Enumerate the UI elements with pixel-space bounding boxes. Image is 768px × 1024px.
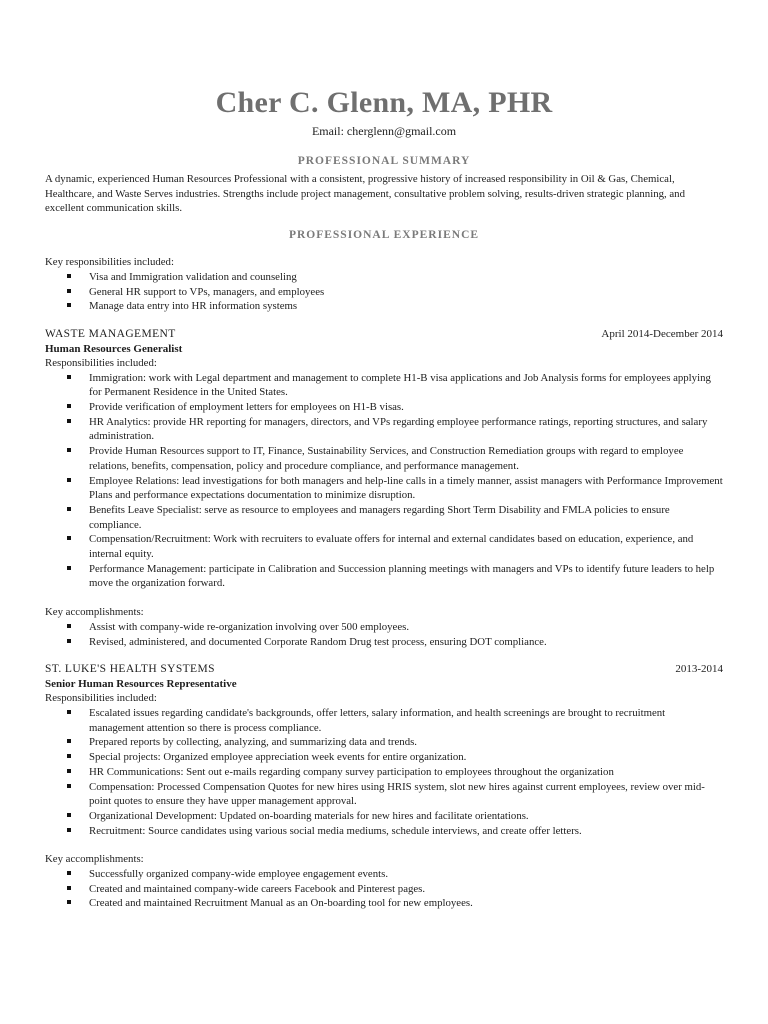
employment-dates: April 2014-December 2014 <box>601 327 723 340</box>
job-header <box>45 327 723 342</box>
list-item: Performance Management: participate in Calibration and Succession planning meetings with managers and VPs to identify future leaders to help move the organization forward. <box>45 562 723 591</box>
list-item: HR Analytics: provide HR reporting for managers, directors, and VPs regarding employee performance ratings, reporting structures, and salary administration. <box>45 415 723 444</box>
contact-email: Email: cherglenn@gmail.com <box>311 124 457 138</box>
list-item: Manage data entry into HR information systems <box>45 299 723 314</box>
employer-name: ST. LUKE'S HEALTH SYSTEMS <box>45 663 215 676</box>
list-item: Created and maintained company-wide careers Facebook and Pinterest pages. <box>45 882 723 897</box>
accomplishments-label: Key accomplishments: <box>45 606 144 619</box>
list-item: Successfully organized company-wide employee engagement events. <box>45 867 723 882</box>
list-item: Revised, administered, and documented Corporate Random Drug test process, ensuring DOT compliance. <box>45 635 723 650</box>
list-item: Escalated issues regarding candidate's backgrounds, offer letters, salary information, and health screenings are brought to recruitment management attention so there is process compliance. <box>45 706 723 735</box>
list-item: Provide verification of employment letters for employees on H1-B visas. <box>45 400 723 415</box>
list-item: Prepared reports by collecting, analyzing, and summarizing data and trends. <box>45 735 723 750</box>
candidate-name: Cher C. Glenn, MA, PHR <box>215 86 553 119</box>
experience-heading: PROFESSIONAL EXPERIENCE <box>288 229 480 242</box>
list-item: Assist with company-wide re-organization involving over 500 employees. <box>45 620 723 635</box>
list-item: Organizational Development: Updated on-boarding materials for new hires and facilitate orientations. <box>45 809 723 824</box>
key-responsibilities-label: Key responsibilities included: <box>45 256 174 269</box>
accomplishments-list <box>45 620 723 649</box>
job-header <box>45 662 723 677</box>
list-item: Created and maintained Recruitment Manual as an On-boarding tool for new employees. <box>45 896 723 911</box>
responsibilities-list <box>45 706 723 838</box>
list-item: Provide Human Resources support to IT, Finance, Sustainability Services, and Construction Remediation groups with regard to employee relations, benefits, compensation, policy and procedure compliance, and performance management. <box>45 444 723 473</box>
list-item: Benefits Leave Specialist: serve as resource to employees and managers regarding Short Term Disability and FMLA policies to ensure compliance. <box>45 503 723 532</box>
accomplishments-label: Key accomplishments: <box>45 853 144 866</box>
list-item: Special projects: Organized employee appreciation week events for entire organization. <box>45 750 723 765</box>
list-item: Immigration: work with Legal department and management to complete H1-B visa applications and Job Analysis forms for employees applying for Permanent Residence in the United States. <box>45 371 723 400</box>
list-item: HR Communications: Sent out e-mails regarding company survey participation to employees throughout the organization <box>45 765 723 780</box>
summary-text: A dynamic, experienced Human Resources Professional with a consistent, progressive history of increased responsibility in Oil & Gas, Chemical, Healthcare, and Waste Serves industries. Strengths include project management, consultative problem solving, results-driven strategic planning, and excellent communication skills. <box>45 173 685 215</box>
employer-name: WASTE MANAGEMENT <box>45 327 176 340</box>
list-item: Recruitment: Source candidates using various social media mediums, schedule interviews, and create offer letters. <box>45 824 723 839</box>
list-item: Compensation: Processed Compensation Quotes for new hires using HRIS system, slot new hires against current employees, review over mid-point quotes to ensure they have upper management approval. <box>45 780 723 809</box>
job-title: Senior Human Resources Representative <box>45 678 237 691</box>
responsibilities-label: Responsibilities included: <box>45 356 157 369</box>
responsibilities-list <box>45 371 723 592</box>
list-item: General HR support to VPs, managers, and employees <box>45 285 723 300</box>
key-responsibilities-list <box>45 270 723 314</box>
list-item: Visa and Immigration validation and counseling <box>45 270 723 285</box>
accomplishments-list <box>45 867 723 911</box>
job-title: Human Resources Generalist <box>45 342 183 355</box>
list-item: Employee Relations: lead investigations for both managers and help-line calls in a timely manner, assist managers with Performance Improvement Plans and performance expectations documentation to minimize disruption. <box>45 474 723 503</box>
employment-dates: 2013-2014 <box>675 663 723 676</box>
list-item: Compensation/Recruitment: Work with recruiters to evaluate offers for internal and external candidates based on education, experience, and internal equity. <box>45 532 723 561</box>
responsibilities-label: Responsibilities included: <box>45 692 157 705</box>
summary-heading: PROFESSIONAL SUMMARY <box>297 155 471 167</box>
